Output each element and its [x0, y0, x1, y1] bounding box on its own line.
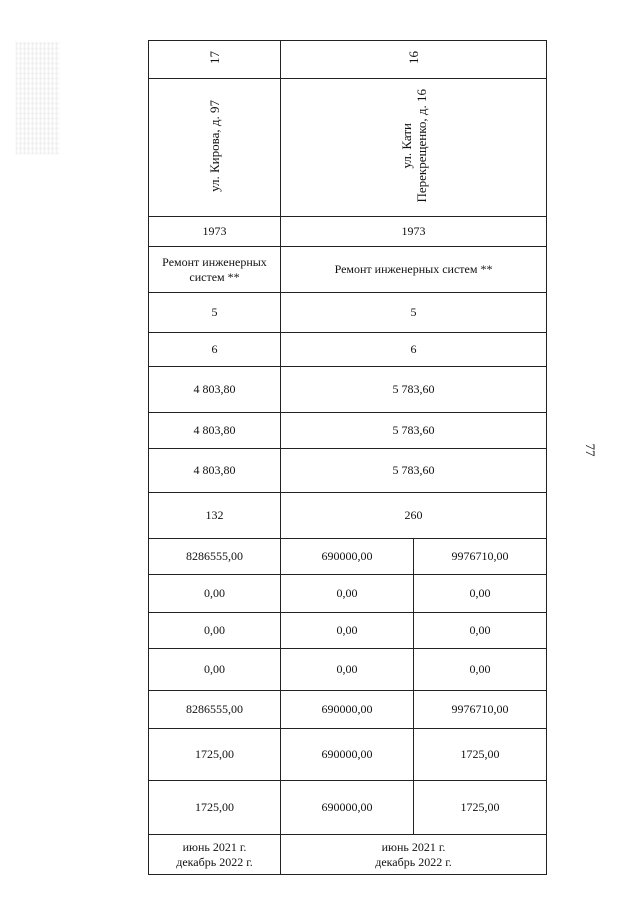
table-row	[149, 649, 547, 691]
cost-value: 9976710,00	[414, 691, 547, 729]
cost-value: 0,00	[414, 575, 547, 613]
cost-value: 0,00	[281, 575, 414, 613]
residents-value: 132	[149, 493, 281, 539]
table-row	[149, 293, 547, 333]
page-number: 77	[583, 443, 598, 457]
table-row	[149, 217, 547, 247]
address: ул. Кирова, д. 97	[207, 99, 222, 192]
table-row	[149, 413, 547, 449]
cost-value: 0,00	[414, 613, 547, 649]
table-row	[149, 367, 547, 413]
residents-value: 260	[281, 493, 547, 539]
cost-value: 690000,00	[281, 539, 414, 575]
scan-artifact	[16, 42, 60, 154]
work-type: Ремонт инженерных систем **	[281, 247, 547, 293]
table-row	[149, 539, 547, 575]
row-number: 17	[207, 51, 222, 64]
cost-value: 9976710,00	[414, 539, 547, 575]
table-row	[149, 247, 547, 293]
cost-value: 8286555,00	[149, 691, 281, 729]
table-cell	[281, 79, 547, 217]
area-value: 5 783,60	[281, 449, 547, 493]
table-row	[149, 333, 547, 367]
table-row	[149, 41, 547, 79]
table-row	[149, 691, 547, 729]
cost-value: 0,00	[149, 575, 281, 613]
area-value: 5 783,60	[281, 413, 547, 449]
table-cell	[149, 41, 281, 79]
table-row	[149, 835, 547, 875]
cost-value: 8286555,00	[149, 539, 281, 575]
cost-value: 690000,00	[281, 729, 414, 781]
cost-value: 690000,00	[281, 691, 414, 729]
cost-value: 1725,00	[414, 729, 547, 781]
floors-value: 5	[149, 293, 281, 333]
table-row	[149, 79, 547, 217]
cost-value: 1725,00	[149, 781, 281, 835]
cost-value: 0,00	[281, 649, 414, 691]
term-value: июнь 2021 г. декабрь 2022 г.	[281, 835, 547, 875]
area-value: 4 803,80	[149, 413, 281, 449]
area-value: 5 783,60	[281, 367, 547, 413]
construction-year: 1973	[149, 217, 281, 247]
entrances-value: 6	[281, 333, 547, 367]
table-row	[149, 449, 547, 493]
cost-value: 0,00	[149, 613, 281, 649]
area-value: 4 803,80	[149, 367, 281, 413]
address: ул. Кати Перекрещенко, д. 16	[398, 88, 429, 203]
row-number: 16	[406, 51, 421, 64]
cost-value: 0,00	[149, 649, 281, 691]
cost-value: 690000,00	[281, 781, 414, 835]
entrances-value: 6	[149, 333, 281, 367]
table-cell	[281, 41, 547, 79]
table-row	[149, 575, 547, 613]
construction-year: 1973	[281, 217, 547, 247]
cost-value: 1725,00	[149, 729, 281, 781]
table-row	[149, 781, 547, 835]
table-row	[149, 729, 547, 781]
cost-value: 0,00	[414, 649, 547, 691]
table-cell	[149, 79, 281, 217]
area-value: 4 803,80	[149, 449, 281, 493]
cost-value: 0,00	[281, 613, 414, 649]
cost-value: 1725,00	[414, 781, 547, 835]
table-row	[149, 493, 547, 539]
term-value: июнь 2021 г. декабрь 2022 г.	[149, 835, 281, 875]
floors-value: 5	[281, 293, 547, 333]
table-row	[149, 613, 547, 649]
data-table	[148, 40, 547, 875]
work-type: Ремонт инженерных систем **	[149, 247, 281, 293]
